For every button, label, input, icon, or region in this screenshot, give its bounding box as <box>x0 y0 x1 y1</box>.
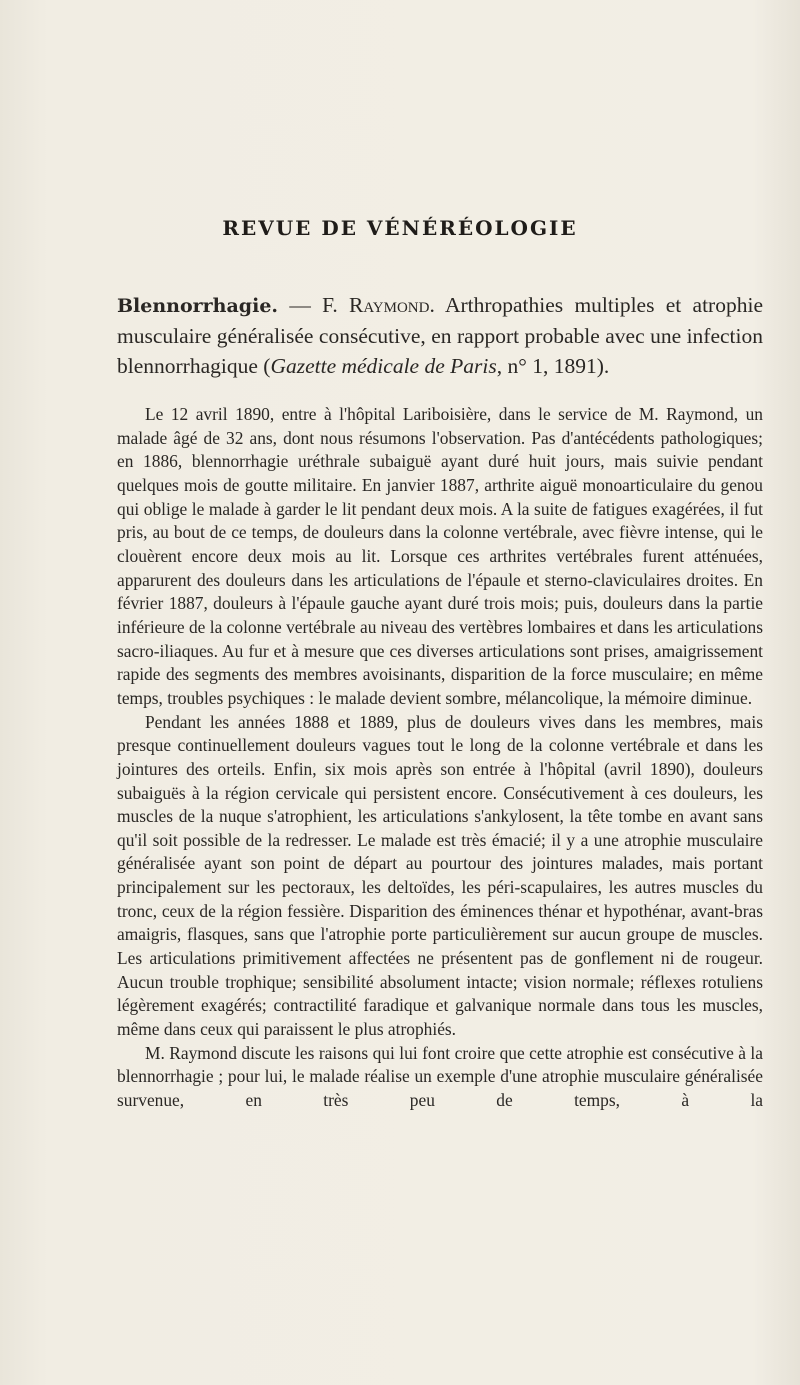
entry-dash: — F. <box>278 293 349 317</box>
entry-heading <box>117 290 763 381</box>
entry-subject: Blennorrhagie. <box>117 295 279 317</box>
paragraph-discussion: M. Raymond discute les raisons qui lui font croire que cette atrophie est consécutive à la blennorrhagie ; pour lui, le malade réalise un exemple d'une atrophie musculaire généralisée survenue, en très peu de temps, à la <box>117 1042 763 1111</box>
article-body <box>117 290 763 1113</box>
paragraph-evolution: Pendant les années 1888 et 1889, plus de douleurs vives dans les membres, mais presque continuellement douleurs vagues tout le long de la colonne vertébrale et dans les jointures des orteils. Enfin, six mois après son entrée à l'hôpital (avril 1890), douleurs subaiguës à la région cervicale qui persistent encore. Consécutivement à ces douleurs, les muscles de la nuque s'atrophient, les articulations s'ankylosent, la tête tombe en avant sans qu'il soit possible de la redresser. Le malade est très émacié; il y a une atrophie musculaire généralisée ayant son point de départ au pourtour des jointures malades, mais portant principalement sur les pectoraux, les deltoïdes, les péri-scapulaires, les autres muscles du tronc, ceux de la région fessière. Disparition des éminences thénar et hypothénar, avant-bras amaigris, flasques, sans que l'atrophie porte particulièrement sur aucun groupe de muscles. Les articulations primitivement affectées ne présentent pas de gonflement ni de rougeur. Aucun trouble trophique; sensibilité absolument intacte; vision normale; réflexes rotuliens légèrement exagérés; contractilité faradique et galvanique normale dans tous les muscles, même dans ceux qui paraissent le plus atrophiés. <box>117 711 763 1040</box>
running-head: REVUE DE VÉNÉRÉOLOGIE <box>222 216 578 240</box>
entry-citation: , n° 1, 1891). <box>496 354 610 378</box>
entry-title: . Arthropathies multiples et atrophie musculaire généralisée consécutive, en rapport probable avec une infection blennorrhagique ( <box>117 293 763 378</box>
entry-author: Raymond <box>349 293 430 317</box>
entry-source: Gazette médicale de Paris <box>270 354 497 378</box>
paragraph-observation: Le 12 avril 1890, entre à l'hôpital Lariboisière, dans le service de M. Raymond, un malade âgé de 32 ans, dont nous résumons l'observation. Pas d'antécédents pathologiques; en 1886, blennorrhagie uréthrale subaiguë ayant duré huit jours, mais suivie pendant quelques mois de goutte militaire. En janvier 1887, arthrite aiguë monoarticulaire du genou qui oblige le malade à garder le lit pendant deux mois. A la suite de fatigues exagérées, il fut pris, au bout de ce temps, de douleurs dans la colonne vertébrale, avec fièvre intense, qui le clouèrent encore deux mois au lit. Lorsque ces arthrites vertébrales furent atténuées, apparurent des douleurs dans les articulations de l'épaule et sterno-claviculaires droites. En février 1887, douleurs à l'épaule gauche ayant duré trois mois; puis, douleurs dans la partie inférieure de la colonne vertébrale au niveau des vertèbres lombaires et dans les articulations sacro-iliaques. Au fur et à mesure que ces diverses articulations sont prises, amaigrissement rapide des segments des membres avoisinants, disparition de la force musculaire; en même temps, troubles psychiques : le malade devient sombre, mélancolique, la mémoire diminue. <box>117 404 763 708</box>
